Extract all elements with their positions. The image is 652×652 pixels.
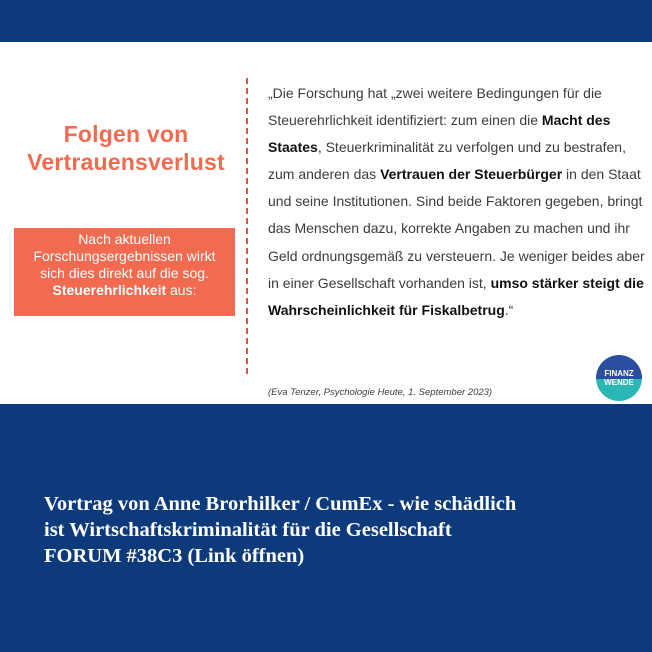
- quote-bold-3: umso stärker steigt die Wahrscheinlichkeit für Fiskalbetrug: [268, 274, 644, 318]
- quote-bold-2: Vertrauen der Steuerbürger: [380, 166, 563, 183]
- dashed-divider: [246, 78, 248, 374]
- quote-part-4: .“: [504, 301, 514, 318]
- highlight-box-line-4: [14, 282, 235, 299]
- caption-line-2: ist Wirtschaftskriminalität für die Gesellschaft: [44, 519, 452, 541]
- highlight-box-bold-word: Steuerehrlichkeit: [52, 282, 167, 298]
- logo-text-bottom: WENDE: [604, 378, 634, 387]
- quote-part-2: , Steuerkriminalität zu verfolgen und zu bestrafen, zum anderen das: [268, 139, 626, 183]
- finanzwende-logo: [596, 355, 642, 401]
- highlight-box: [14, 228, 235, 316]
- highlight-box-line-2: Forschungsergebnissen wirkt: [33, 248, 216, 264]
- slide-title-line-2: Vertrauensverlust: [27, 149, 225, 175]
- quote-text: [268, 80, 648, 324]
- quote-part-3: in den Staat und seine Institutionen. Sind beide Faktoren gegeben, bringt das Menschen dazu, korrekte Angaben zu machen und ihr Geld ordnungsgemäß zu versteuern. Je weniger beides aber in einer Gesellschaft vorhanden ist,: [268, 166, 645, 291]
- highlight-box-suffix: aus:: [166, 282, 197, 298]
- caption-link[interactable]: [44, 491, 644, 569]
- slide-title: [8, 120, 244, 176]
- quote-bold-1: Macht des Staates: [268, 112, 611, 156]
- logo-text-top: FINANZ: [604, 369, 634, 378]
- quote-part-1: „Die Forschung hat „zwei weitere Bedingungen für die Steuerehrlichkeit identifiziert: zum einen die: [268, 85, 602, 129]
- caption-line-1: Vortrag von Anne Brorhilker / CumEx - wie schädlich: [44, 493, 517, 515]
- slide-title-line-1: Folgen von: [63, 121, 189, 147]
- quote-source: (Eva Tenzer, Psychologie Heute, 1. September 2023): [268, 387, 493, 398]
- highlight-box-line-3: sich dies direkt auf die sog.: [40, 265, 209, 281]
- highlight-box-line-1: Nach aktuellen: [78, 231, 171, 247]
- caption-line-3: FORUM #38C3 (Link öffnen): [44, 545, 305, 567]
